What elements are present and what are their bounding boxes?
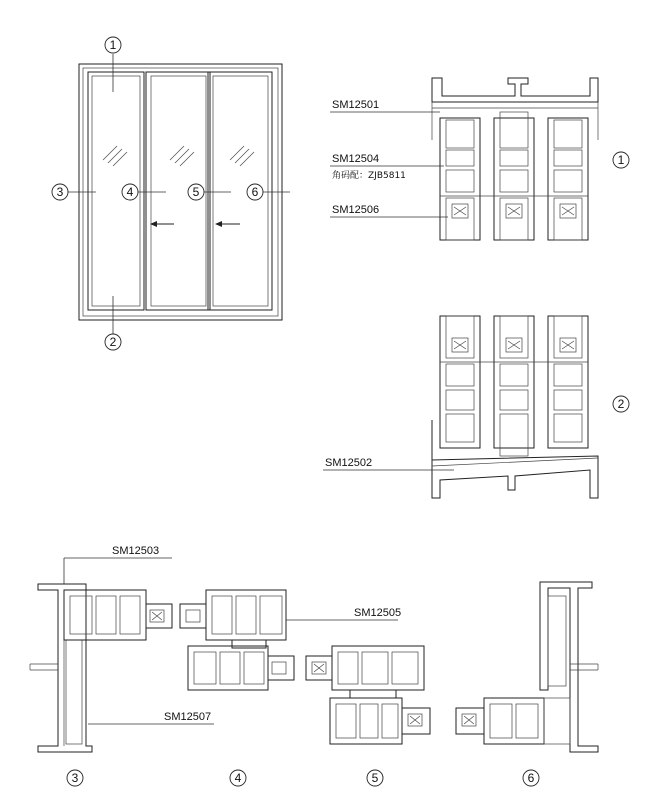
marker-1-section bbox=[613, 152, 629, 168]
marker-label: 2 bbox=[109, 335, 117, 349]
marker-5-section bbox=[367, 770, 383, 786]
label-sm12504: SM12504 bbox=[332, 153, 380, 165]
label-sm12507: SM12507 bbox=[164, 711, 212, 723]
label-sm12506: SM12506 bbox=[332, 204, 380, 216]
marker-label: 6 bbox=[527, 771, 535, 785]
glass-hatch-right bbox=[230, 146, 254, 166]
marker-label: 4 bbox=[126, 185, 134, 199]
marker-label: 5 bbox=[192, 185, 200, 199]
marker-label: 6 bbox=[251, 185, 259, 199]
top-section-profile bbox=[432, 78, 598, 240]
marker-6-elevation bbox=[247, 184, 263, 200]
marker-label: 3 bbox=[71, 771, 79, 785]
marker-2-section bbox=[613, 396, 629, 412]
glass-hatch-left bbox=[103, 146, 127, 166]
marker-label: 3 bbox=[56, 185, 64, 199]
glass-hatch-middle bbox=[170, 146, 194, 166]
marker-label: 5 bbox=[371, 771, 379, 785]
label-sm12502: SM12502 bbox=[325, 457, 373, 469]
marker-6-section bbox=[523, 770, 539, 786]
marker-3-section bbox=[67, 770, 83, 786]
marker-5-elevation bbox=[188, 184, 204, 200]
marker-3-elevation bbox=[52, 184, 68, 200]
marker-label: 1 bbox=[109, 38, 117, 52]
label-sm12505: SM12505 bbox=[354, 607, 402, 619]
label-corner-note: 角码配：ZJB5811 bbox=[332, 171, 406, 181]
marker-4-section bbox=[230, 770, 246, 786]
marker-label: 1 bbox=[617, 153, 625, 167]
marker-label: 4 bbox=[234, 771, 242, 785]
label-sm12503: SM12503 bbox=[112, 545, 160, 557]
bottom-section-labels bbox=[323, 457, 454, 470]
slide-arrow-right bbox=[215, 221, 240, 227]
marker-4-elevation bbox=[122, 184, 138, 200]
label-sm12501: SM12501 bbox=[332, 99, 380, 111]
marker-2-elevation bbox=[105, 334, 121, 350]
bottom-section-profile bbox=[432, 316, 598, 498]
horizontal-section-profile bbox=[30, 582, 598, 752]
marker-label: 2 bbox=[617, 397, 625, 411]
top-section-labels bbox=[330, 99, 448, 217]
slide-arrow-middle bbox=[150, 221, 174, 227]
horizontal-section-labels bbox=[64, 545, 401, 724]
marker-1-elevation bbox=[105, 37, 121, 53]
